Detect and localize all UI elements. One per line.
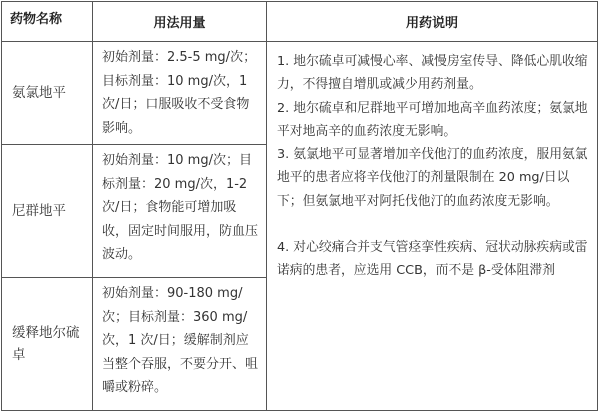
drug-table (1, 1, 598, 411)
table-row (2, 42, 598, 145)
drug-name-cell: 尼群地平 (2, 145, 93, 278)
drug-name-cell: 缓释地尔硫卓 (2, 278, 93, 411)
note-spacer (277, 213, 591, 236)
table-header-row (2, 2, 598, 42)
header-notes: 用药说明 (267, 2, 598, 42)
header-usage: 用法用量 (93, 2, 267, 42)
note-item: 3. 氨氯地平可显著增加辛伐他汀的血药浓度，服用氨氯地平的患者应将辛伐他汀的剂量限制在 20 mg/日以下；但氨氯地平对阿托伐他汀的血药浓度无影响。 (277, 147, 588, 209)
usage-cell: 初始剂量：90-180 mg/次；目标剂量：360 mg/次，1 次/日；缓解制剂应当整个吞服，不要分开、咀嚼或粉碎。 (93, 278, 267, 411)
note-item: 1. 地尔硫卓可减慢心率、减慢房室传导、降低心肌收缩力，不得擅自增肌或减少用药剂量。 (277, 54, 588, 93)
usage-cell: 初始剂量：2.5-5 mg/次；目标剂量：10 mg/次，1 次/日；口服吸收不受食物影响。 (93, 42, 267, 145)
note-item: 4. 对心绞痛合并支气管痉挛性疾病、冠状动脉疾病或雷诺病的患者，应选用 CCB，而不是 β-受体阻滞剂 (277, 240, 588, 279)
header-drug-name: 药物名称 (2, 2, 93, 42)
notes-cell (267, 42, 598, 411)
usage-cell: 初始剂量：10 mg/次；目标剂量：20 mg/次，1-2 次/日；食物能可增加吸收，固定时间服用，防血压波动。 (93, 145, 267, 278)
drug-table-container (0, 1, 600, 410)
drug-name-cell: 氨氯地平 (2, 42, 93, 145)
note-item: 2. 地尔硫卓和尼群地平可增加地高辛血药浓度；氨氯地平对地高辛的血药浓度无影响。 (277, 100, 588, 139)
